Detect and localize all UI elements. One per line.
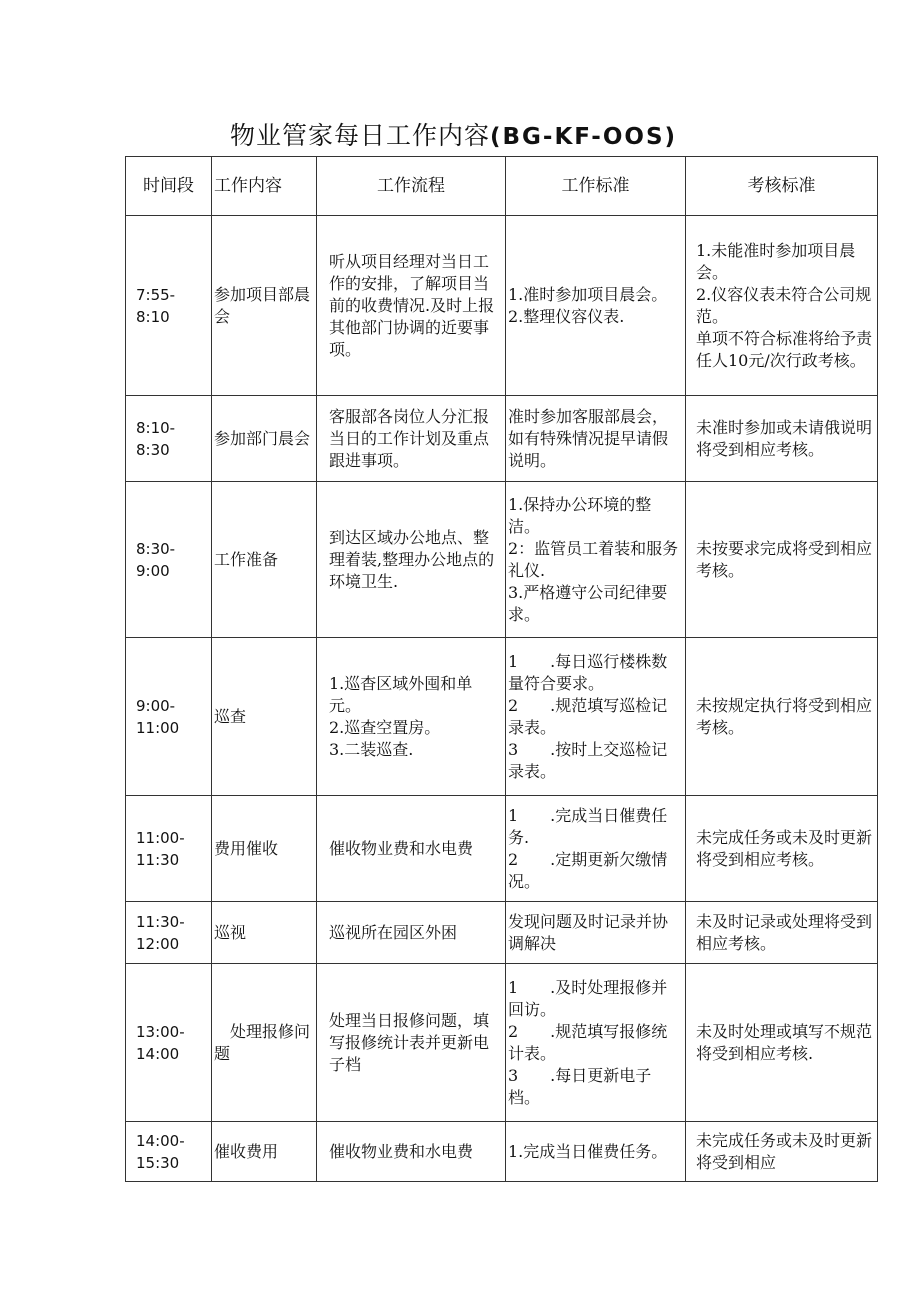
process-cell [317, 638, 506, 796]
table-header-row [126, 157, 878, 216]
standard-cell [506, 796, 686, 902]
standard-line: 3.严格遵守公司纪律要求。 [508, 582, 668, 624]
process-line: 听从项目经理对当日工作的安排，了解项目当前的收费情况.及时上报其他部门协调的近要事项。 [329, 251, 495, 359]
standard-line: 3 .按时上交巡检记录表。 [508, 739, 668, 781]
assessment-cell [686, 482, 878, 638]
standard-line: 3 .每日更新电子档。 [508, 1065, 652, 1107]
assessment-line: 未按要求完成将受到相应考核。 [696, 538, 873, 580]
header-time: 时间段 [126, 157, 212, 216]
content-cell: 巡查 [212, 638, 317, 796]
time-cell: 7:55-8:10 [126, 216, 212, 396]
time-cell: 9:00-11:00 [126, 638, 212, 796]
assessment-cell [686, 1122, 878, 1182]
time-cell: 14:00-15:30 [126, 1122, 212, 1182]
assessment-line: 1.未能准时参加项目晨会。 [696, 240, 856, 282]
process-cell [317, 796, 506, 902]
title-code: (BG-KF-OOS) [490, 124, 678, 150]
standard-cell [506, 1122, 686, 1182]
assessment-line: 未及时处理或填写不规范将受到相应考核. [696, 1021, 873, 1063]
process-cell [317, 482, 506, 638]
content-cell: 处理报修问题 [212, 964, 317, 1122]
standard-line: 发现问题及时记录并协调解决 [508, 911, 669, 953]
standard-line: 1 .每日巡行楼株数量符合要求。 [508, 651, 668, 693]
content-cell: 巡视 [212, 902, 317, 964]
content-cell: 参加部门晨会 [212, 396, 317, 482]
assessment-line: 未完成任务或未及时更新将受到相应考核。 [696, 827, 873, 869]
standard-line: 准时参加客服部晨会，如有特殊情况提早请假说明。 [508, 406, 669, 470]
content-cell: 参加项目部晨会 [212, 216, 317, 396]
standard-line: 1 .完成当日催费任务. [508, 805, 668, 847]
standard-line: 2.整理仪容仪表. [508, 306, 625, 326]
content-cell: 费用催收 [212, 796, 317, 902]
table-row [126, 796, 878, 902]
process-line: 巡视所在园区外困 [329, 922, 458, 942]
table-row [126, 482, 878, 638]
table-row [126, 396, 878, 482]
standard-line: 1.完成当日催费任务。 [508, 1141, 668, 1161]
process-line: 催收物业费和水电费 [329, 838, 474, 858]
table-row [126, 216, 878, 396]
header-process: 工作流程 [317, 157, 506, 216]
standard-line: 1.准时参加项目晨会。 [508, 284, 668, 304]
table-row [126, 638, 878, 796]
assessment-line: 单项不符合标准将给予责任人10元/次行政考核。 [696, 328, 873, 370]
table-row [126, 1122, 878, 1182]
time-cell: 8:10-8:30 [126, 396, 212, 482]
assessment-cell [686, 902, 878, 964]
standard-cell [506, 396, 686, 482]
process-cell [317, 1122, 506, 1182]
time-cell: 8:30-9:00 [126, 482, 212, 638]
time-cell: 11:30-12:00 [126, 902, 212, 964]
title-text: 物业管家每日工作内容 [230, 121, 491, 150]
standard-cell [506, 638, 686, 796]
assessment-cell [686, 396, 878, 482]
assessment-line: 未及时记录或处理将受到相应考核。 [696, 911, 873, 953]
process-line: 催收物业费和水电费 [329, 1141, 474, 1161]
table-row [126, 902, 878, 964]
header-standard: 工作标准 [506, 157, 686, 216]
time-cell: 11:00-11:30 [126, 796, 212, 902]
assessment-cell [686, 638, 878, 796]
standard-cell [506, 216, 686, 396]
standard-line: 2 .规范填写巡检记录表。 [508, 695, 668, 737]
process-line: 客服部各岗位人分汇报当日的工作计划及重点跟进事项。 [329, 406, 490, 470]
content-cell: 催收费用 [212, 1122, 317, 1182]
document-title [230, 116, 677, 152]
process-line: 处理当日报修问题，填写报修统计表并更新电子档 [329, 1010, 490, 1074]
header-assessment: 考核标准 [686, 157, 878, 216]
standard-cell [506, 482, 686, 638]
header-content: 工作内容 [212, 157, 317, 216]
assessment-cell [686, 216, 878, 396]
process-line: 3.二装巡查. [329, 739, 414, 759]
process-line: 到达区域办公地点、整理着装,整理办公地点的环境卫生. [329, 527, 495, 591]
work-schedule-table [125, 156, 878, 1182]
standard-line: 2：监管员工着装和服务礼仪. [508, 538, 679, 580]
standard-cell [506, 964, 686, 1122]
assessment-cell [686, 796, 878, 902]
process-line: 1.巡杳区域外囤和单元。 [329, 673, 473, 715]
assessment-cell [686, 964, 878, 1122]
standard-line: 2 .定期更新欠缴情况。 [508, 849, 668, 891]
process-cell [317, 964, 506, 1122]
process-cell [317, 902, 506, 964]
standard-cell [506, 902, 686, 964]
assessment-line: 2.仪容仪表未符合公司规范。 [696, 284, 872, 326]
assessment-line: 未完成任务或未及时更新将受到相应 [696, 1130, 873, 1172]
process-line: 2.巡查空置房。 [329, 717, 441, 737]
standard-line: 1 .及时处理报修并回访。 [508, 977, 668, 1019]
process-cell [317, 396, 506, 482]
table-row [126, 964, 878, 1122]
assessment-line: 未按规定执行将受到相应考核。 [696, 695, 873, 737]
process-cell [317, 216, 506, 396]
assessment-line: 未准时参加或未请俄说明将受到相应考核。 [696, 417, 873, 459]
content-cell: 工作准备 [212, 482, 317, 638]
standard-line: 1.保持办公环境的整洁。 [508, 494, 652, 536]
time-cell: 13:00-14:00 [126, 964, 212, 1122]
standard-line: 2 .规范填写报修统计表。 [508, 1021, 668, 1063]
